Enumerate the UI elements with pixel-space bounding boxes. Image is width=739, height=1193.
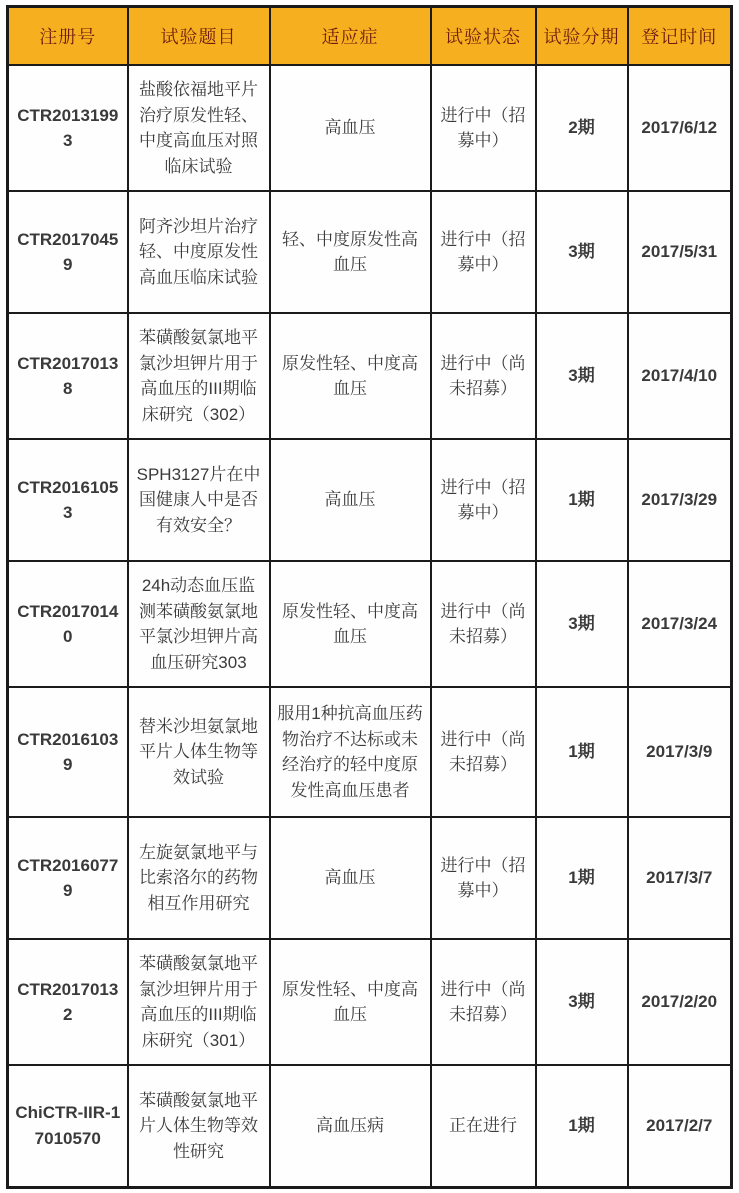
table-row xyxy=(8,561,732,687)
cell-registration-number: ChiCTR-IIR-17010570 xyxy=(8,1065,128,1187)
cell-indication: 高血压 xyxy=(270,65,431,191)
cell-indication: 原发性轻、中度高血压 xyxy=(270,313,431,439)
cell-trial-status: 进行中（招募中） xyxy=(431,65,536,191)
col-header-registration-number: 注册号 xyxy=(8,7,128,66)
cell-trial-status: 进行中（尚未招募） xyxy=(431,313,536,439)
cell-registration-date: 2017/2/7 xyxy=(628,1065,732,1187)
cell-registration-date: 2017/2/20 xyxy=(628,939,732,1065)
table-row xyxy=(8,939,732,1065)
cell-trial-title: SPH3127片在中国健康人中是否有效安全？ xyxy=(128,439,270,561)
cell-trial-phase: 3期 xyxy=(536,561,628,687)
table-row xyxy=(8,65,732,191)
col-header-indication: 适应症 xyxy=(270,7,431,66)
cell-trial-title: 替米沙坦氨氯地平片人体生物等效试验 xyxy=(128,687,270,817)
cell-indication: 原发性轻、中度高血压 xyxy=(270,561,431,687)
clinical-trials-table xyxy=(6,5,733,1189)
cell-registration-date: 2017/3/9 xyxy=(628,687,732,817)
cell-trial-phase: 1期 xyxy=(536,439,628,561)
cell-trial-phase: 3期 xyxy=(536,939,628,1065)
cell-registration-number: CTR20161039 xyxy=(8,687,128,817)
col-header-trial-status: 试验状态 xyxy=(431,7,536,66)
cell-trial-title: 左旋氨氯地平与比索洛尔的药物相互作用研究 xyxy=(128,817,270,939)
table-row xyxy=(8,439,732,561)
cell-trial-status: 进行中（招募中） xyxy=(431,439,536,561)
cell-trial-status: 进行中（尚未招募） xyxy=(431,687,536,817)
cell-trial-status: 正在进行 xyxy=(431,1065,536,1187)
cell-trial-status: 进行中（招募中） xyxy=(431,817,536,939)
cell-trial-phase: 3期 xyxy=(536,191,628,313)
cell-indication: 高血压病 xyxy=(270,1065,431,1187)
cell-registration-number: CTR20170140 xyxy=(8,561,128,687)
cell-registration-date: 2017/4/10 xyxy=(628,313,732,439)
cell-trial-status: 进行中（尚未招募） xyxy=(431,939,536,1065)
cell-trial-title: 盐酸依福地平片治疗原发性轻、中度高血压对照临床试验 xyxy=(128,65,270,191)
cell-trial-title: 24h动态血压监测苯磺酸氨氯地平氯沙坦钾片高血压研究303 xyxy=(128,561,270,687)
cell-trial-title: 苯磺酸氨氯地平氯沙坦钾片用于高血压的III期临床研究（301） xyxy=(128,939,270,1065)
cell-trial-phase: 1期 xyxy=(536,817,628,939)
col-header-trial-title: 试验题目 xyxy=(128,7,270,66)
table-row xyxy=(8,1065,732,1187)
col-header-registration-date: 登记时间 xyxy=(628,7,732,66)
cell-indication: 高血压 xyxy=(270,439,431,561)
cell-trial-status: 进行中（招募中） xyxy=(431,191,536,313)
cell-registration-number: CTR20170138 xyxy=(8,313,128,439)
cell-registration-date: 2017/3/7 xyxy=(628,817,732,939)
cell-indication: 高血压 xyxy=(270,817,431,939)
cell-indication: 服用1种抗高血压药物治疗不达标或未经治疗的轻中度原发性高血压患者 xyxy=(270,687,431,817)
cell-trial-status: 进行中（尚未招募） xyxy=(431,561,536,687)
cell-registration-number: CTR20160779 xyxy=(8,817,128,939)
cell-registration-number: CTR20170132 xyxy=(8,939,128,1065)
table-row xyxy=(8,313,732,439)
table-row xyxy=(8,191,732,313)
cell-registration-number: CTR20161053 xyxy=(8,439,128,561)
cell-trial-phase: 3期 xyxy=(536,313,628,439)
cell-trial-title: 苯磺酸氨氯地平氯沙坦钾片用于高血压的III期临床研究（302） xyxy=(128,313,270,439)
cell-registration-date: 2017/6/12 xyxy=(628,65,732,191)
cell-trial-title: 阿齐沙坦片治疗轻、中度原发性高血压临床试验 xyxy=(128,191,270,313)
cell-trial-title: 苯磺酸氨氯地平片人体生物等效性研究 xyxy=(128,1065,270,1187)
table-row xyxy=(8,687,732,817)
cell-registration-date: 2017/5/31 xyxy=(628,191,732,313)
header-row xyxy=(8,7,732,66)
cell-indication: 原发性轻、中度高血压 xyxy=(270,939,431,1065)
cell-trial-phase: 2期 xyxy=(536,65,628,191)
col-header-trial-phase: 试验分期 xyxy=(536,7,628,66)
table-row xyxy=(8,817,732,939)
cell-registration-number: CTR20131993 xyxy=(8,65,128,191)
cell-registration-number: CTR20170459 xyxy=(8,191,128,313)
cell-trial-phase: 1期 xyxy=(536,1065,628,1187)
cell-registration-date: 2017/3/29 xyxy=(628,439,732,561)
cell-trial-phase: 1期 xyxy=(536,687,628,817)
cell-registration-date: 2017/3/24 xyxy=(628,561,732,687)
cell-indication: 轻、中度原发性高血压 xyxy=(270,191,431,313)
